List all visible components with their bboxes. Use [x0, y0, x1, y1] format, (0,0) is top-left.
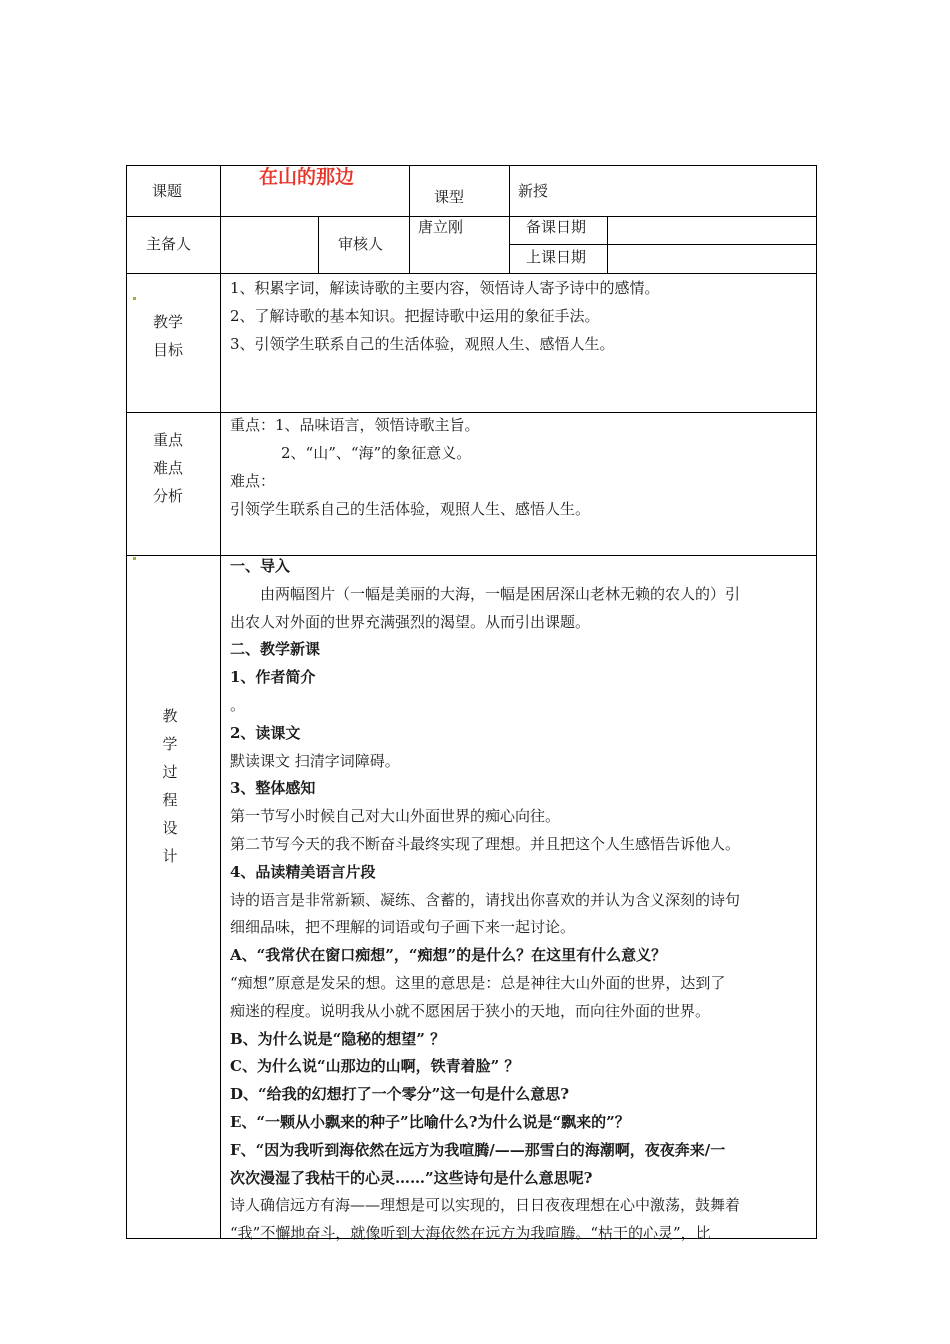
- process-line: 默读课文 扫清字词障碍。: [230, 751, 400, 770]
- difficulty-label: 难点：: [230, 472, 276, 490]
- process-line: 1、作者简介: [230, 668, 316, 687]
- topic-label: 课题: [152, 182, 183, 200]
- process-label-char: 学: [162, 735, 178, 753]
- process-line: 2、读课文: [230, 723, 301, 742]
- keypoints-label-line-1: 重点: [153, 431, 184, 449]
- marker-dot: [133, 557, 136, 560]
- row-divider-2: [126, 273, 817, 274]
- label-column-divider: [220, 165, 221, 1239]
- key-point-1: 重点：1、品味语言，领悟诗歌主旨。: [230, 416, 480, 434]
- process-line: 。: [230, 695, 246, 714]
- process-line: 出农人对外面的世界充满强烈的渴望。从而引出课题。: [230, 612, 591, 631]
- keypoints-label-line-3: 分析: [153, 487, 184, 505]
- table-top-border: [126, 165, 817, 166]
- difficulty-text: 引领学生联系自己的生活体验，观照人生、感悟人生。: [230, 500, 591, 518]
- header-divider-b: [509, 165, 510, 274]
- process-line: 由两幅图片（一幅是美丽的大海，一幅是困居深山老林无赖的农人的）引: [230, 584, 741, 603]
- process-label-char: 设: [162, 819, 178, 837]
- process-line: C、为什么说“山那边的山啊，铁青着脸” ？: [230, 1057, 520, 1076]
- key-point-2: 2、“山”、“海”的象征意义。: [281, 444, 472, 462]
- process-label-char: 程: [162, 791, 178, 809]
- prep-date-label: 备课日期: [526, 218, 587, 236]
- process-content: [230, 553, 808, 1248]
- type-label: 课型: [434, 188, 465, 206]
- process-line: 第一节写小时候自己对大山外面世界的痴心向往。: [230, 807, 561, 826]
- keypoints-label-line-2: 难点: [153, 459, 184, 477]
- process-line: A、“我常伏在窗口痴想”，“痴想”的是什么？在这里有什么意义？: [230, 946, 667, 965]
- reviewer-value: 唐立刚: [418, 218, 464, 236]
- process-line: 次次漫湿了我枯干的心灵……”这些诗句是什么意思呢?: [230, 1168, 593, 1187]
- process-line: 4、品读精美语言片段: [230, 862, 376, 881]
- process-line: 3、整体感知: [230, 779, 316, 798]
- type-value: 新授: [518, 182, 549, 200]
- header-divider-c: [318, 216, 319, 274]
- row-divider-3: [126, 412, 817, 413]
- process-label-char: 过: [162, 763, 178, 781]
- goal-item: 1、积累字词，解读诗歌的主要内容，领悟诗人寄予诗中的感情。: [230, 279, 660, 297]
- goal-item: 3、引领学生联系自己的生活体验，观照人生、感悟人生。: [230, 335, 615, 353]
- process-label-char: 教: [162, 707, 178, 725]
- process-line: 第二节写今天的我不断奋斗最终实现了理想。并且把这个人生感悟告诉他人。: [230, 834, 741, 853]
- reviewer-label: 审核人: [338, 235, 384, 253]
- process-label-char: 计: [162, 847, 178, 865]
- process-line: 一、导入: [230, 557, 291, 575]
- preparer-label: 主备人: [146, 235, 192, 253]
- table-left-border: [126, 165, 127, 1239]
- process-line: 二、教学新课: [230, 640, 321, 659]
- header-divider-d: [409, 216, 410, 274]
- topic-value: 在山的那边: [259, 166, 355, 188]
- header-divider-e: [607, 216, 608, 274]
- goals-label-line-2: 目标: [153, 341, 184, 359]
- process-line: 诗的语言是非常新颖、凝练、含蓄的，请找出你喜欢的并认为含义深刻的诗句: [230, 890, 741, 909]
- process-line: 痴迷的程度。说明我从小就不愿困居于狭小的天地，而向往外面的世界。: [230, 1001, 711, 1020]
- process-line: 细细品味，把不理解的词语或句子画下来一起讨论。: [230, 918, 576, 937]
- process-line: “痴想”原意是发呆的想。这里的意思是：总是神往大山外面的世界，达到了: [230, 973, 726, 992]
- goal-item: 2、了解诗歌的基本知识。把握诗歌中运用的象征手法。: [230, 307, 600, 325]
- process-line: D、“给我的幻想打了一个零分”这一句是什么意思?: [230, 1085, 570, 1104]
- row-divider-1: [126, 216, 817, 217]
- class-date-label: 上课日期: [526, 248, 587, 266]
- marker-dot: [133, 297, 136, 300]
- goals-label-line-1: 教学: [153, 313, 184, 331]
- process-line: F、“因为我听到海依然在远方为我喧腾/——那雪白的海潮啊，夜夜奔来/一: [230, 1140, 726, 1159]
- header-divider-a: [409, 165, 410, 217]
- process-line: B、为什么说是“隐秘的想望” ？: [230, 1029, 446, 1048]
- process-label: [160, 702, 180, 870]
- table-right-border: [816, 165, 817, 1239]
- process-line: “我”不懈地奋斗，就像听到大海依然在远方为我喧腾。“枯干的心灵”，比: [230, 1224, 711, 1243]
- date-row-divider: [509, 244, 817, 245]
- process-line: E、“一颗从小飘来的种子”比喻什么?为什么说是“飘来的”？: [230, 1112, 630, 1131]
- process-line: 诗人确信远方有海——理想是可以实现的，日日夜夜理想在心中激荡，鼓舞着: [230, 1196, 741, 1215]
